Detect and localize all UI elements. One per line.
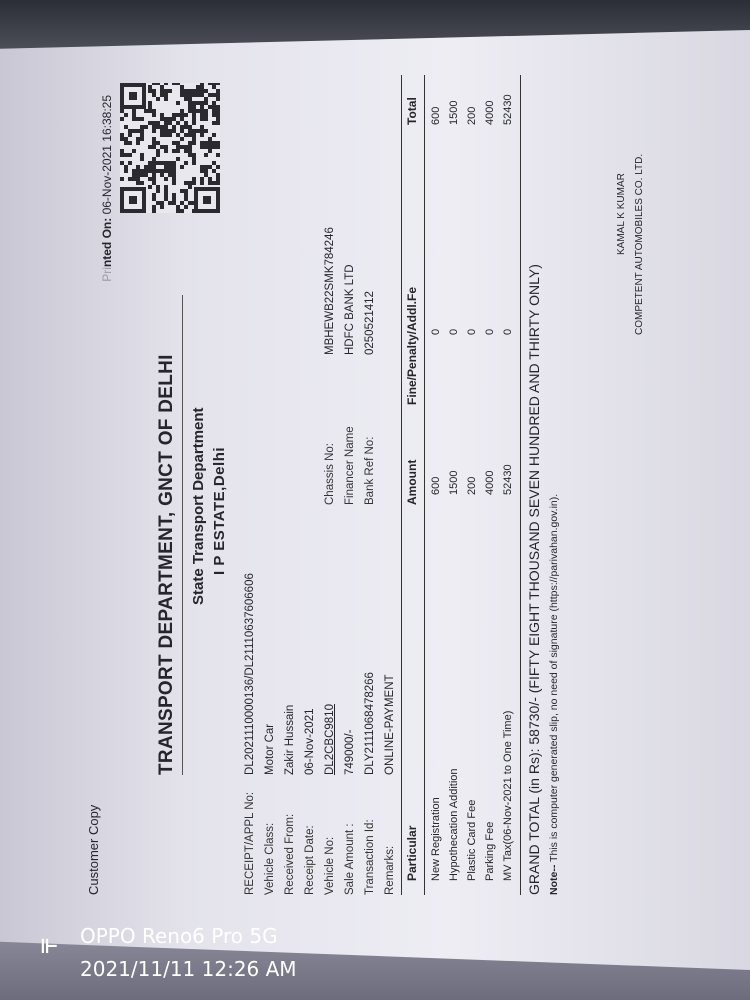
cell-fine: 0 xyxy=(484,328,496,335)
financer-name-value: HDFC BANK LTD xyxy=(344,264,356,355)
cell-amount: 1500 xyxy=(448,470,460,495)
cell-amount: 600 xyxy=(430,476,442,495)
cell-amount: 52430 xyxy=(502,464,514,495)
header-fine: Fine/Penalty/Addl.Fe xyxy=(405,286,419,405)
note-label: Note-- xyxy=(548,864,560,895)
printed-on-label: nted On: xyxy=(100,217,114,268)
cell-total: 200 xyxy=(466,106,478,125)
department-subtitle: State Transport Department xyxy=(190,407,207,605)
title-divider xyxy=(182,295,183,775)
table-bottom-rule xyxy=(520,75,521,895)
customer-copy-label: Customer Copy xyxy=(86,804,101,895)
remarks-value: ONLINE-PAYMENT xyxy=(384,674,396,775)
cell-particular: Plastic Card Fee xyxy=(466,799,478,881)
vehicle-no-value: DL2CBC9810 xyxy=(324,704,336,775)
cell-fine: 0 xyxy=(430,328,442,335)
cell-total: 4000 xyxy=(484,100,496,125)
chassis-no-value: MBHEWB22SMK784246 xyxy=(324,227,336,355)
received-from-value: Zakir Hussain xyxy=(284,704,296,775)
header-total: Total xyxy=(405,97,419,125)
watermark-device: OPPO Reno6 Pro 5G xyxy=(80,924,278,948)
cell-amount: 4000 xyxy=(484,470,496,495)
signatory-name: KAMAL K KUMAR xyxy=(616,173,627,255)
received-from-label: Received From: xyxy=(284,813,296,895)
cell-fine: 0 xyxy=(502,328,514,335)
note-text: This is computer generated slip, no need of signature (https://parivahan.gov.in). xyxy=(548,493,560,862)
department-title: TRANSPORT DEPARTMENT, GNCT OF DELHI xyxy=(156,354,177,775)
cell-fine: 0 xyxy=(466,328,478,335)
department-location: I P ESTATE,Delhi xyxy=(211,446,228,575)
table-top-rule xyxy=(401,75,402,895)
printed-on xyxy=(100,95,114,282)
cell-particular: New Registration xyxy=(430,797,442,881)
note xyxy=(548,494,560,895)
chassis-no-label: Chassis No: xyxy=(324,443,336,505)
sale-amount-value: 749000/- xyxy=(344,729,356,775)
qr-code-icon xyxy=(120,83,220,213)
vehicle-class-value: Motor Car xyxy=(264,723,276,775)
receipt-no-label: RECEIPT/APPL No: xyxy=(244,791,256,895)
header-amount: Amount xyxy=(405,459,419,505)
signatory-company: COMPETENT AUTOMOBILES CO. LTD. xyxy=(634,153,645,335)
receipt-date-label: Receipt Date: xyxy=(304,825,316,895)
financer-name-label: Financer Name xyxy=(344,426,356,505)
remarks-label: Remarks: xyxy=(384,845,396,895)
receipt-no-value: DL2021110000136/DL21110637606606 xyxy=(244,573,256,775)
printed-on-faint: Pri xyxy=(100,267,114,282)
cell-total: 600 xyxy=(430,106,442,125)
cell-particular: Hypothecation Addition xyxy=(448,768,460,881)
cell-amount: 200 xyxy=(466,476,478,495)
transaction-id-value: DLY2111068478266 xyxy=(364,672,376,775)
cell-particular: MV Tax(06-Nov-2021 to One Time) xyxy=(502,710,514,881)
header-particular: Particular xyxy=(405,825,419,881)
bank-ref-label: Bank Ref No: xyxy=(364,436,376,505)
cell-fine: 0 xyxy=(448,328,460,335)
sale-amount-label: Sale Amount : xyxy=(344,823,356,895)
transaction-id-label: Transaction Id: xyxy=(364,819,376,895)
camera-watermark xyxy=(40,924,360,984)
cell-total: 52430 xyxy=(502,94,514,125)
printed-on-value: 06-Nov-2021 16:38:25 xyxy=(100,95,114,215)
camera-logo-icon: ⊩ xyxy=(40,934,59,958)
vehicle-class-label: Vehicle Class: xyxy=(264,822,276,895)
watermark-datetime: 2021/11/11 12:26 AM xyxy=(80,957,297,981)
vehicle-no-label: Vehicle No: xyxy=(324,836,336,895)
cell-total: 1500 xyxy=(448,100,460,125)
bank-ref-value: 0250521412 xyxy=(364,291,376,355)
receipt-date-value: 06-Nov-2021 xyxy=(304,708,316,775)
grand-total: GRAND TOTAL (in Rs): 58730/- (FIFTY EIGHT THOUSAND SEVEN HUNDRED AND THIRTY ONLY) xyxy=(526,264,542,895)
receipt-document xyxy=(78,75,645,895)
table-header-rule xyxy=(424,75,425,895)
cell-particular: Parking Fee xyxy=(484,821,496,881)
